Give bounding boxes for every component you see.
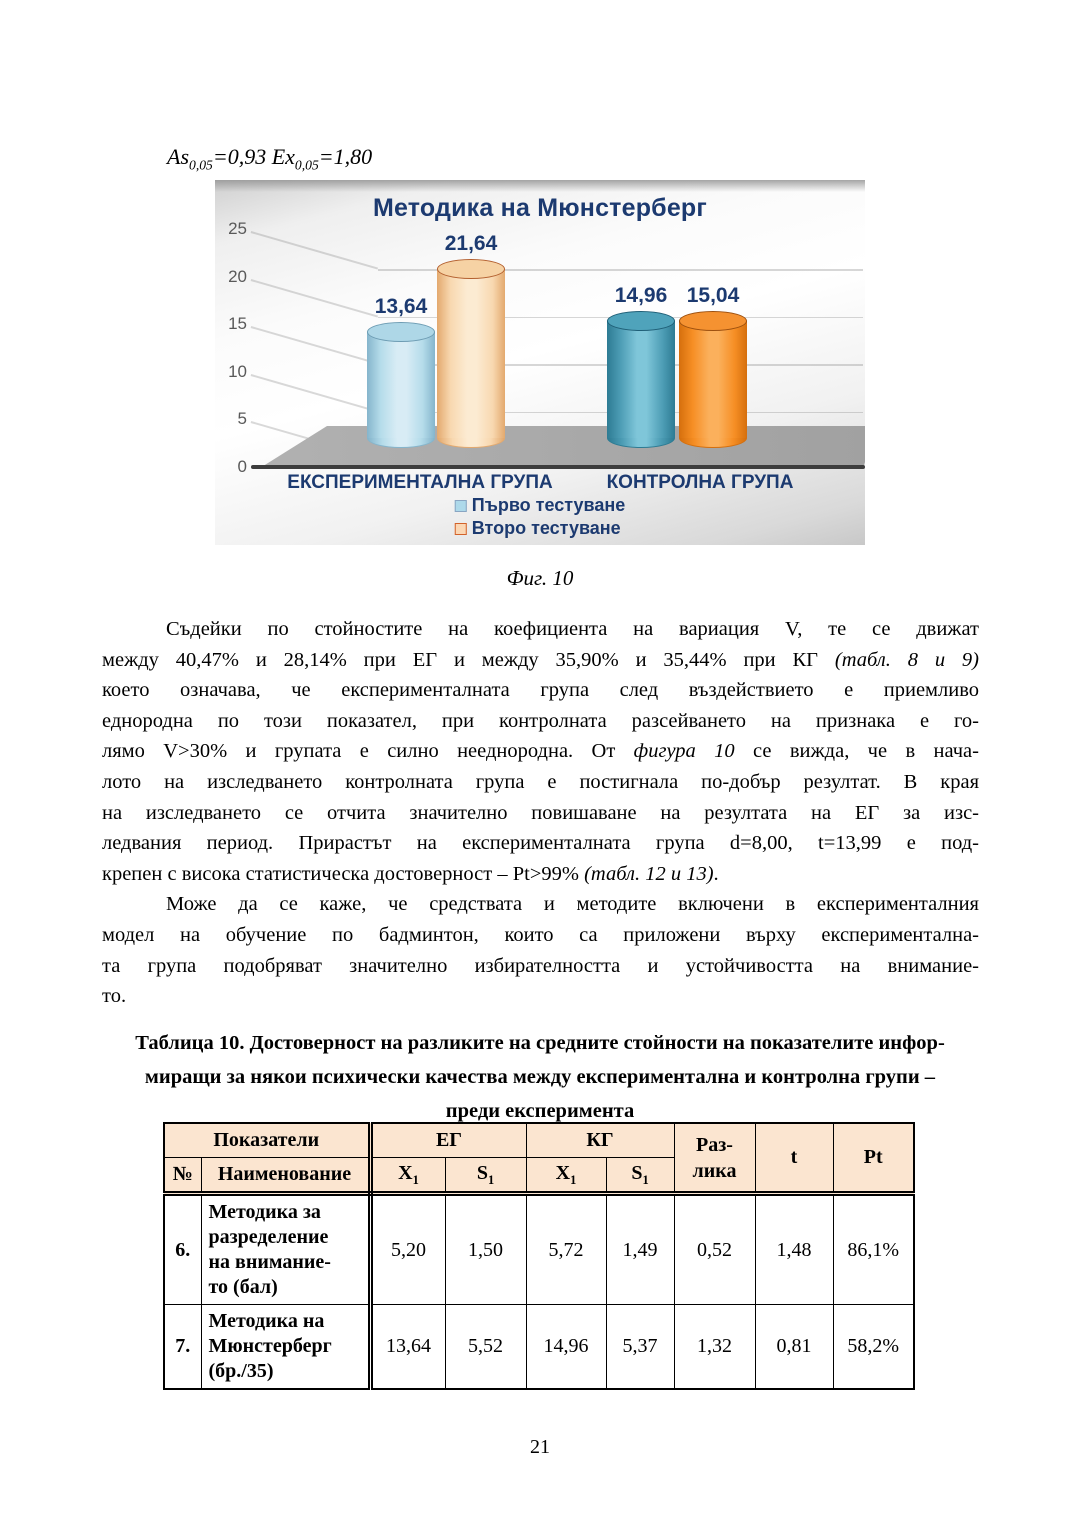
chart-legend bbox=[455, 494, 625, 540]
value-cell: 1,50 bbox=[445, 1194, 526, 1305]
cylinder-body bbox=[607, 321, 675, 438]
text-line: та група подобряват значително избирателността и устойчивостта на внимание- bbox=[102, 954, 979, 977]
value-cell: 1,48 bbox=[755, 1194, 833, 1305]
cylinder-bar bbox=[679, 311, 747, 448]
text-line: еднородна по този показател, при контролната разсейването на признака е го- bbox=[102, 709, 979, 732]
cylinder-top-cap bbox=[367, 322, 435, 342]
header-t: t bbox=[755, 1123, 833, 1194]
legend-label: Второ тестуване bbox=[471, 518, 621, 538]
category-label: ЕКСПЕРИМЕНТАЛНА ГРУПА bbox=[287, 472, 553, 493]
header-eg: ЕГ bbox=[370, 1123, 526, 1158]
row-number-cell: 6. bbox=[164, 1194, 201, 1305]
text-line: което означава, че експерименталната група след въздействието е приемливо bbox=[102, 679, 979, 702]
bar-value-label: 21,64 bbox=[444, 232, 498, 256]
value-cell: 5,37 bbox=[606, 1305, 674, 1390]
header-pt: Pt bbox=[833, 1123, 914, 1194]
chart-title: Методика на Мюнстерберг bbox=[372, 194, 708, 222]
chart-panel bbox=[215, 180, 865, 545]
statistics-formula: $As_{0,05}=0,93$ $Ex_{0,05}=1,80$ bbox=[167, 144, 373, 173]
indicator-name-cell bbox=[201, 1194, 370, 1305]
text-line: то (бал) bbox=[208, 1276, 278, 1298]
row-number-cell: 7. bbox=[164, 1305, 201, 1390]
page-number: 21 bbox=[530, 1436, 550, 1458]
text-line: Мюнстерберг bbox=[208, 1335, 332, 1357]
value-cell: 86,1% bbox=[833, 1194, 914, 1305]
text-line: лямо V>30% и групата е силно нееднородна. От фигура 10 се вижда, че в нача- bbox=[102, 740, 979, 763]
y-tick-label: 0 bbox=[237, 457, 247, 476]
figure-caption: Фиг. 10 bbox=[506, 566, 574, 590]
cylinder-body bbox=[679, 321, 747, 438]
text-line: лото на изследването контролната група е постигнала по-добър резултат. В края bbox=[102, 770, 979, 793]
gridline bbox=[251, 326, 378, 364]
y-tick-label: 25 bbox=[228, 219, 247, 239]
legend-item bbox=[455, 494, 625, 517]
gridline bbox=[251, 231, 378, 269]
paragraph bbox=[102, 614, 979, 889]
gridline bbox=[251, 374, 378, 412]
header-s1-kg: $S_1$ bbox=[606, 1158, 674, 1194]
value-cell: 14,96 bbox=[526, 1305, 606, 1390]
body-text bbox=[102, 614, 979, 1012]
x-axis-line bbox=[251, 465, 865, 469]
value-cell: 58,2% bbox=[833, 1305, 914, 1390]
text-line: между 40,47% и 28,14% при ЕГ и между 35,90% и 35,44% при КГ (табл. 8 и 9) bbox=[102, 648, 979, 671]
legend-swatch bbox=[455, 500, 467, 512]
text-line: ледвания период. Прирастът на експерименталната група d=8,00, t=13,99 е под- bbox=[102, 832, 979, 855]
legend-swatch bbox=[455, 523, 467, 535]
legend-item bbox=[455, 517, 625, 540]
table-row bbox=[164, 1305, 914, 1390]
header-s1-eg: $S_1$ bbox=[445, 1158, 526, 1194]
value-cell: 1,32 bbox=[674, 1305, 755, 1390]
text-line: модел на обучение по бадминтон, които са приложени върху експериментална- bbox=[102, 923, 979, 946]
table-caption bbox=[90, 1026, 990, 1128]
value-cell: 0,52 bbox=[674, 1194, 755, 1305]
header-indicators: Показатели bbox=[164, 1123, 370, 1158]
cylinder-top-cap bbox=[679, 311, 747, 331]
indicator-name-cell bbox=[201, 1305, 370, 1390]
value-cell: 1,49 bbox=[606, 1194, 674, 1305]
bar-value-label: 13,64 bbox=[374, 294, 428, 318]
y-tick-label: 20 bbox=[228, 266, 247, 286]
text-line: Съдейки по стойностите на коефициента на вариация V, те се движат bbox=[166, 618, 979, 640]
text-line: Раз- bbox=[696, 1133, 733, 1156]
text-line: преди експеримента bbox=[445, 1100, 635, 1122]
header-number: № bbox=[164, 1158, 201, 1194]
header-x1-kg: $X_1$ bbox=[526, 1158, 606, 1194]
y-tick-label: 5 bbox=[237, 409, 247, 429]
header-x1-eg: $X_1$ bbox=[370, 1158, 445, 1194]
text-line: крепен с висока статистическа достоверност – Pt>99% (табл. 12 и 13). bbox=[102, 862, 719, 885]
cylinder-bar bbox=[607, 311, 675, 448]
header-kg: КГ bbox=[526, 1123, 674, 1158]
text-line: (бр./35) bbox=[208, 1360, 274, 1382]
text-line: Таблица 10. Достоверност на разликите на средните стойности на показателите инфор- bbox=[135, 1032, 945, 1054]
table-header-row bbox=[164, 1123, 914, 1158]
text-line: миращи за някои психически качества между експериментална и контролна групи – bbox=[144, 1066, 936, 1088]
category-label: КОНТРОЛНА ГРУПА bbox=[606, 472, 794, 493]
value-cell: 5,52 bbox=[445, 1305, 526, 1390]
legend-label: Първо тестуване bbox=[471, 495, 626, 515]
header-difference bbox=[674, 1123, 755, 1194]
value-cell: 5,20 bbox=[370, 1194, 445, 1305]
cylinder-bar bbox=[437, 259, 505, 448]
text-line: Методика за bbox=[208, 1201, 321, 1223]
text-line: на внимание- bbox=[208, 1251, 331, 1273]
chart-plot-area bbox=[215, 180, 865, 545]
text-line: то. bbox=[102, 985, 127, 1008]
value-cell: 13,64 bbox=[370, 1305, 445, 1390]
cylinder-body bbox=[437, 269, 505, 438]
statistics-table bbox=[163, 1122, 915, 1390]
y-tick-label: 15 bbox=[228, 314, 247, 334]
bar-value-label: 15,04 bbox=[686, 283, 740, 307]
text-line: лика bbox=[692, 1159, 737, 1182]
text-line: разределение bbox=[208, 1226, 329, 1248]
cylinder-bar bbox=[367, 322, 435, 448]
text-line: Методика на bbox=[208, 1310, 325, 1332]
header-name: Наименование bbox=[201, 1158, 370, 1194]
text-line: Може да се каже, че средствата и методите включени в експерименталния bbox=[166, 893, 979, 916]
paragraph bbox=[102, 889, 979, 1011]
text-line: на изследването се отчита значително повишаване на резултата на ЕГ за изс- bbox=[102, 801, 979, 824]
table-row bbox=[164, 1194, 914, 1305]
bar-value-label: 14,96 bbox=[614, 284, 668, 308]
value-cell: 5,72 bbox=[526, 1194, 606, 1305]
cylinder-body bbox=[367, 332, 435, 438]
value-cell: 0,81 bbox=[755, 1305, 833, 1390]
y-tick-label: 10 bbox=[228, 361, 247, 381]
